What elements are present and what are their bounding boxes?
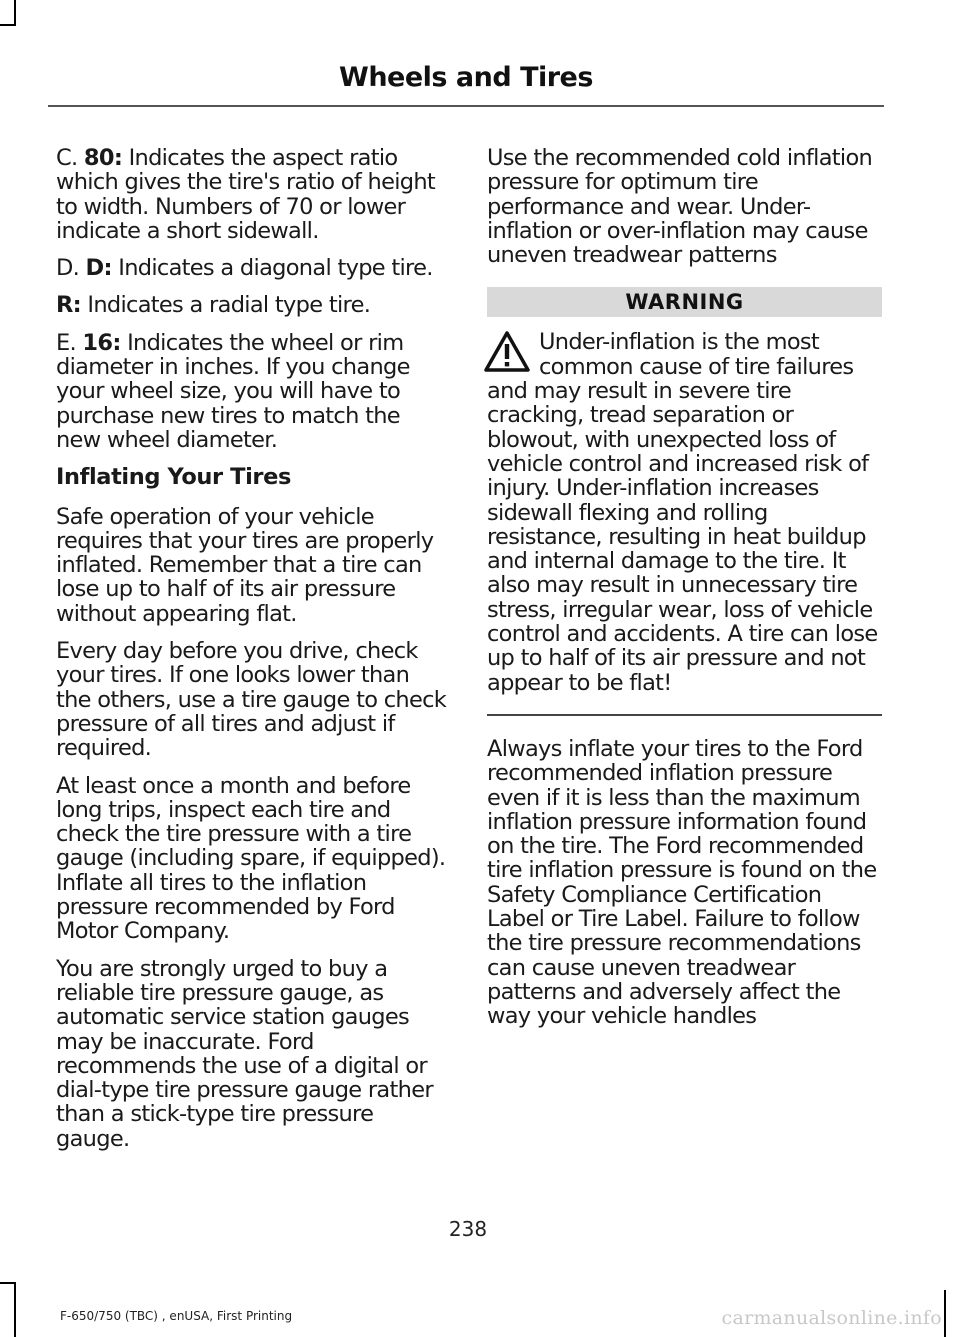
paragraph: Safe operation of your vehicle requires that your tires are properly inflated. Remember that a tire can lose up to half of its air pressure without appearing flat. <box>56 503 434 627</box>
right-column <box>487 146 882 1042</box>
warning-end-divider <box>487 714 882 716</box>
item-c: C. 80: Indicates the aspect ratio which gives the tire's ratio of height to width. Numbers of 70 or lower indicate a short sidewall. <box>56 145 436 244</box>
crop-mark <box>0 1282 16 1284</box>
page-number: 238 <box>448 1217 488 1241</box>
section-heading: Inflating Your Tires <box>56 464 291 491</box>
crop-mark <box>944 1290 946 1337</box>
paragraph: Every day before you drive, check your tires. If one looks lower than the others, use a tire gauge to check pressure of all tires and adjust if required. <box>56 638 447 762</box>
warning-text: Under-inflation is the most common cause of tire failures and may result in severe tire cracking, tread separation or blowout, with unexpected loss of vehicle control and increased risk of injury. Under-inflation increases sidewall flexing and rolling resistance, resulting in heat buildup and internal damage to the tire. It also may result in unnecessary tire stress, irregular wear, loss of vehicle control and accidents. A tire can lose up to half of its air pressure and not appear to be flat! <box>487 329 878 696</box>
header-divider <box>48 105 884 107</box>
warning-banner: WARNING <box>487 287 882 317</box>
crop-mark <box>14 0 16 26</box>
left-column <box>56 146 450 1164</box>
warning-triangle-icon <box>483 330 531 374</box>
watermark: carmanualsonline.info <box>721 1307 942 1329</box>
edition-footer: F-650/750 (TBC) , enUSA, First Printing <box>60 1309 293 1323</box>
paragraph: You are strongly urged to buy a reliable tire pressure gauge, as automatic service station gauges may be inaccurate. Ford recommends the use of a digital or dial-type tire pressure gauge rather than a stick-type tire pressure gauge. <box>56 955 433 1152</box>
closing-paragraph: Always inflate your tires to the Ford recommended inflation pressure even if it is less than the maximum inflation pressure information found on the tire. The Ford recommended tire inflation pressure is found on the Safety Compliance Certification Label or Tire Label. Failure to follow the tire pressure recommendations can cause uneven treadwear patterns and adversely affect the way your vehicle handles <box>487 735 877 1030</box>
crop-mark <box>0 24 16 26</box>
intro-paragraph: Use the recommended cold inflation pressure for optimum tire performance and wear. Under-inflation or over-inflation may cause uneven treadwear patterns <box>487 145 873 269</box>
page-title: Wheels and Tires <box>339 62 593 93</box>
item-r: R: Indicates a radial type tire. <box>56 292 371 319</box>
item-d: D. D: Indicates a diagonal type tire. <box>56 255 433 282</box>
crop-mark <box>14 1282 16 1337</box>
warning-text-block <box>487 330 882 694</box>
item-e: E. 16: Indicates the wheel or rim diameter in inches. If you change your wheel size, you will have to purchase new tires to match the new wheel diameter. <box>56 329 410 453</box>
paragraph: At least once a month and before long trips, inspect each tire and check the tire pressure with a tire gauge (including spare, if equipped). Inflate all tires to the inflation pressure recommended by Ford Motor Company. <box>56 772 446 945</box>
